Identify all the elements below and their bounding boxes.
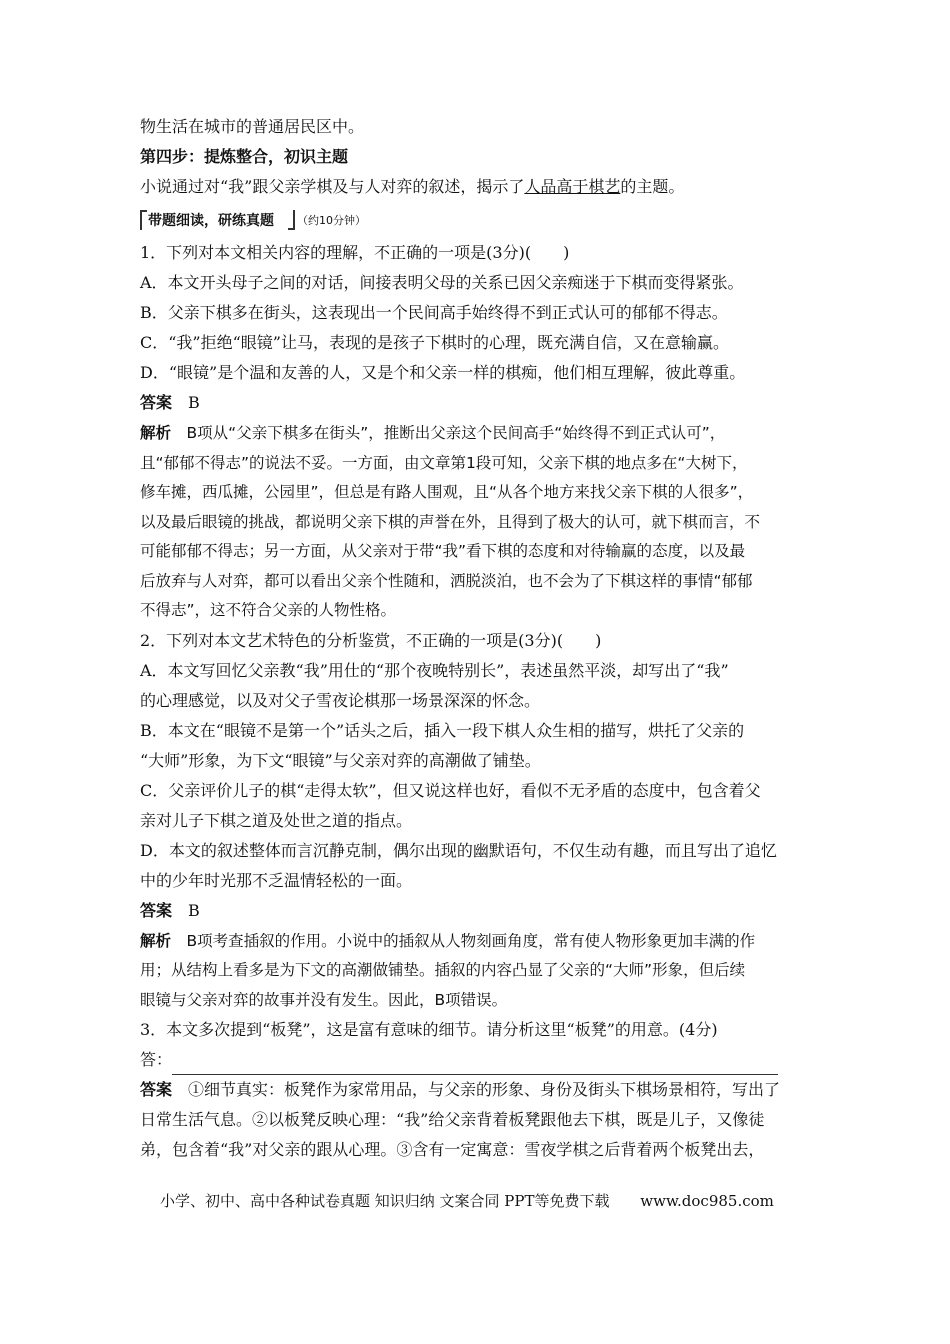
- question-2-option-line: 中的少年时光那不乏温情轻松的一面。: [140, 870, 413, 890]
- question-3-reply: [140, 1045, 820, 1075]
- question-2-analysis-line: 眼镜与父亲对弈的故事并没有发生。因此，B项错误。: [140, 990, 508, 1009]
- question-1-analysis-line: 以及最后眼镜的挑战，都说明父亲下棋的声誉在外，且得到了极大的认可，就下棋而言，不: [140, 512, 761, 531]
- answer-text: ①细节真实：板凳作为家常用品，与父亲的形象、身份及街头下棋场景相符，写出了: [188, 1080, 781, 1099]
- body-text-line: 物生活在城市的普通居民区中。: [140, 117, 365, 136]
- question-1-option-d: D．“眼镜”是个温和友善的人，又是个和父亲一样的棋痴，他们相互理解，彼此尊重。: [140, 363, 746, 382]
- question-1-analysis-line: [140, 418, 820, 449]
- theme-prefix: 小说通过对“我”跟父亲学棋及与人对弈的叙述，揭示了: [140, 177, 525, 196]
- answer-value: B: [188, 393, 200, 412]
- question-2-option-line: “大师”形象，为下文“眼镜”与父亲对弈的高潮做了铺垫。: [140, 750, 541, 770]
- question-2-option-line: 的心理感觉，以及对父子雪夜论棋那一场景深深的怀念。: [140, 690, 541, 710]
- answer-blank-line[interactable]: [172, 1056, 778, 1075]
- bracket-left-icon: [140, 210, 147, 230]
- answer-value: B: [188, 900, 200, 920]
- theme-suffix: 的主题。: [620, 177, 685, 196]
- section-header: [140, 204, 820, 238]
- question-1-answer: [140, 388, 820, 418]
- question-1-analysis-line: 修车摊，西瓜摊，公园里”，但总是有路人围观，且“从各个地方来找父亲下棋的人很多”，: [140, 483, 754, 501]
- analysis-label: 解析: [140, 930, 172, 950]
- question-1-analysis-line: 不得志”，这不符合父亲的人物性格。: [140, 601, 397, 619]
- question-1-option-c: C．“我”拒绝“眼镜”让马，表现的是孩子下棋时的心理，既充满自信，又在意输赢。: [140, 333, 729, 352]
- bracket-right-icon: [288, 210, 295, 230]
- step-heading: 第四步：提炼整合，初识主题: [140, 147, 349, 166]
- reply-label: 答：: [140, 1050, 173, 1069]
- footer-text: 小学、初中、高中各种试卷真题 知识归纳 文案合同 PPT等免费下载: [160, 1192, 610, 1210]
- question-2-stem: 2．下列对本文艺术特色的分析鉴赏，不正确的一项是(3分)( ): [140, 630, 602, 650]
- question-2-option-line: D．本文的叙述整体而言沉静克制，偶尔出现的幽默语句，不仅生动有趣，而且写出了追忆: [140, 840, 777, 860]
- question-2-option-line: C．父亲评价儿子的棋“走得太软”，但又说这样也好，看似不无矛盾的态度中，包含着父: [140, 780, 761, 800]
- answer-label: 答案: [140, 1080, 173, 1099]
- question-3-answer-line: [140, 1075, 820, 1105]
- question-1-analysis-line: 可能郁郁不得志；另一方面，从父亲对于带“我”看下棋的态度和对待输赢的态度，以及最: [140, 542, 746, 560]
- question-1-stem: 1．下列对本文相关内容的理解，不正确的一项是(3分)( ): [140, 243, 570, 262]
- question-2-option-line: 亲对儿子下棋之道及处世之道的指点。: [140, 810, 413, 830]
- section-title: 带题细读，研练真题: [148, 213, 274, 229]
- question-1-analysis-line: 后放弃与人对弈，都可以看出父亲个性随和，洒脱淡泊，也不会为了下棋这样的事情“郁郁: [140, 571, 753, 590]
- section-note: （约10分钟）: [297, 214, 366, 227]
- analysis-text: B项从“父亲下棋多在街头”，推断出父亲这个民间高手“始终得不到正式认可”，: [186, 424, 726, 442]
- question-3-answer-line: 弟，包含着“我”对父亲的跟从心理。③含有一定寓意：雪夜学棋之后背着两个板凳出去，: [140, 1140, 765, 1159]
- question-2-analysis-line: [140, 926, 820, 957]
- theme-underlined: 人品高于棋艺: [524, 177, 621, 196]
- page-footer: [140, 1189, 820, 1213]
- question-2-analysis-line: 用；从结构上看多是为下文的高潮做铺垫。插叙的内容凸显了父亲的“大师”形象，但后续: [140, 961, 746, 979]
- question-3-stem: 3．本文多次提到“板凳”，这是富有意味的细节。请分析这里“板凳”的用意。(4分): [140, 1020, 718, 1039]
- answer-label: 答案: [140, 393, 173, 412]
- question-1-option-a: A．本文开头母子之间的对话，间接表明父母的关系已因父亲痴迷于下棋而变得紧张。: [140, 273, 744, 292]
- question-2-option-line: A．本文写回忆父亲教“我”用仕的“那个夜晚特别长”，表述虽然平淡，却写出了“我”: [140, 660, 729, 680]
- question-2-option-line: B．本文在“眼镜不是第一个”话头之后，插入一段下棋人众生相的描写，烘托了父亲的: [140, 720, 745, 740]
- theme-sentence: [140, 172, 820, 202]
- question-1-option-b: B．父亲下棋多在街头，这表现出一个民间高手始终得不到正式认可的郁郁不得志。: [140, 303, 728, 322]
- analysis-text: B项考查插叙的作用。小说中的插叙从人物刻画角度，常有使人物形象更加丰满的作: [186, 931, 756, 950]
- question-3-answer-line: 日常生活气息。②以板凳反映心理：“我”给父亲背着板凳跟他去下棋，既是儿子，又像徒: [140, 1110, 765, 1129]
- footer-url[interactable]: www.doc985.com: [640, 1192, 774, 1210]
- question-2-answer: [140, 896, 820, 926]
- answer-label: 答案: [140, 900, 173, 920]
- document-page: [140, 112, 820, 1165]
- analysis-label: 解析: [140, 423, 172, 442]
- question-1-analysis-line: 且“郁郁不得志”的说法不妥。一方面，由文章第1段可知，父亲下棋的地点多在“大树下，: [140, 453, 748, 472]
